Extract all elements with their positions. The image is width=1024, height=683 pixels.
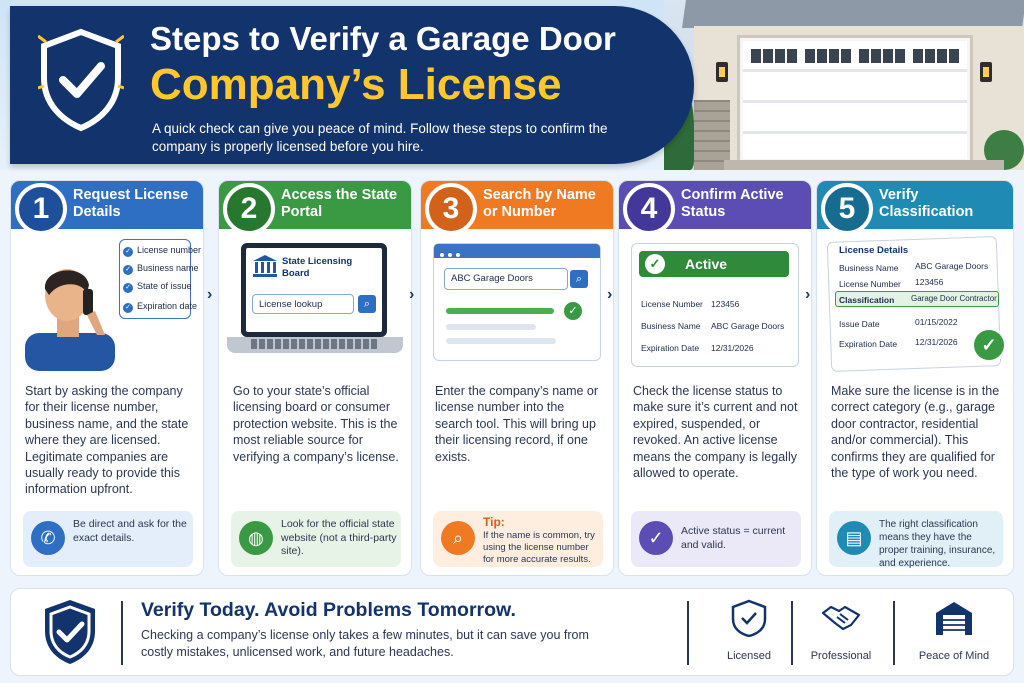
- step-number: 3: [425, 183, 477, 235]
- step-title: Verify Classification: [879, 187, 974, 220]
- detail-value: ABC Garage Doors: [915, 261, 989, 271]
- chevron-right-icon: ›: [207, 286, 213, 303]
- check-icon: ✓: [639, 521, 673, 555]
- step-note: [231, 511, 401, 567]
- chevron-right-icon: ›: [805, 286, 811, 303]
- note-text: Be direct and ask for the exact details.: [73, 518, 187, 544]
- step-note: [23, 511, 193, 567]
- garage-icon: [934, 599, 974, 637]
- step-number: 5: [821, 183, 873, 235]
- detail-label: Business Name: [839, 263, 899, 273]
- document-icon: ▤: [837, 521, 871, 555]
- checklist-item: ✓ Business name: [123, 263, 199, 275]
- browser-window: [433, 243, 601, 361]
- laptop-icon: [241, 243, 387, 337]
- badge-professional: [796, 599, 886, 667]
- step-title: Request License Details: [73, 187, 189, 220]
- step-number: 1: [15, 183, 67, 235]
- step-title: Access the State Portal: [281, 187, 398, 220]
- badge-label: Peace of Mind: [918, 650, 990, 662]
- portal-title: State Licensing Board: [282, 256, 353, 279]
- status-text: Active: [685, 256, 728, 272]
- page-subtitle: A quick check can give you peace of mind. Follow these steps to confirm the company is properly licensed before you hire.: [152, 121, 608, 154]
- magnifier-icon: ⌕: [441, 521, 475, 555]
- house-photo: [664, 0, 1024, 170]
- badge-peace-of-mind: [899, 599, 1009, 667]
- handshake-icon: [821, 599, 861, 637]
- step-4-card: [618, 180, 812, 576]
- step-5-card: [816, 180, 1014, 576]
- step-number: 4: [623, 183, 675, 235]
- detail-label: License Number: [839, 279, 901, 289]
- record-label: Business Name: [641, 321, 701, 331]
- step-description: Make sure the license is in the correct category (e.g., garage door contractor, residential and/or commercial). This confirms they are qualified for the type of work you need.: [831, 384, 1000, 481]
- record-label: License Number: [641, 299, 703, 309]
- step-description: Check the license status to make sure it’s current and not expired, suspended, or revoked. An active license means the company is legally allowed to operate.: [633, 384, 798, 481]
- step-description: Go to your state’s official licensing board or consumer protection website. This is the most reliable source for verifying a company’s license.: [233, 384, 399, 464]
- result-highlight: [446, 308, 554, 314]
- title-banner: [10, 6, 694, 164]
- details-title: License Details: [839, 245, 909, 256]
- detail-value: 01/15/2022: [915, 317, 958, 327]
- tip-label: Tip:: [483, 515, 505, 529]
- page-title: Steps to Verify a Garage Door: [150, 20, 616, 57]
- record-value: ABC Garage Doors: [711, 321, 785, 331]
- step-number: 2: [223, 183, 275, 235]
- detail-value: 12/31/2026: [915, 337, 958, 347]
- step-note: [829, 511, 1003, 567]
- search-icon[interactable]: ⌕: [358, 295, 376, 313]
- detail-label: Classification: [839, 295, 895, 305]
- step-2-illustration: [227, 239, 403, 371]
- badge-label: Licensed: [726, 650, 772, 662]
- record-value: 123456: [711, 299, 740, 309]
- footer-banner: [10, 588, 1014, 676]
- note-text: Active status = current and valid.: [681, 525, 786, 551]
- step-3-illustration: [429, 239, 605, 371]
- note-text: If the name is common, try using the license number for more accurate results.: [483, 530, 595, 565]
- check-badge-icon: ✓: [971, 327, 1007, 363]
- step-1-card: [10, 180, 204, 576]
- footer-title: Verify Today. Avoid Problems Tomorrow.: [141, 599, 516, 621]
- person-on-phone-icon: [25, 255, 115, 371]
- detail-label: Expiration Date: [839, 339, 898, 349]
- step-title: Search by Name or Number: [483, 187, 596, 220]
- step-5-illustration: [825, 239, 1001, 371]
- step-note: [433, 511, 603, 567]
- step-description: Enter the company’s name or license number into the search tool. This will bring up their licensing record, if one exists.: [435, 384, 599, 464]
- step-note: [631, 511, 801, 567]
- footer-text: Checking a company’s license only takes a few minutes, but it can save you from costly mistakes, unlicensed work, and future headaches.: [141, 628, 589, 659]
- step-title: Confirm Active Status: [681, 187, 784, 220]
- check-icon: ✓: [564, 302, 582, 320]
- license-lookup-input[interactable]: License lookup: [252, 294, 354, 314]
- step-2-card: [218, 180, 415, 576]
- badge-licensed: [704, 599, 794, 667]
- record-label: Expiration Date: [641, 343, 700, 353]
- step-description: Start by asking the company for their license number, business name, and the state where they are licensed. Legitimate companies are usually ready to provide this information upfront.: [25, 384, 189, 497]
- shield-check-icon: [38, 28, 124, 132]
- step-4-illustration: [627, 239, 803, 371]
- checklist-item: ✓ License number: [123, 245, 201, 257]
- detail-label: Issue Date: [839, 319, 880, 329]
- garage-door-image: [740, 38, 970, 162]
- checklist-item: ✓ State of issue: [123, 281, 192, 293]
- active-status-badge: [639, 251, 789, 277]
- chevron-right-icon: ›: [607, 286, 613, 303]
- checklist-item: ✓ Expiration date: [123, 301, 197, 313]
- search-input[interactable]: ABC Garage Doors: [444, 268, 568, 290]
- globe-icon: ◍: [239, 521, 273, 555]
- detail-value: Garage Door Contractor: [911, 294, 997, 303]
- shield-check-icon: [729, 599, 769, 637]
- page-title-highlight: Company’s License: [150, 60, 562, 109]
- badge-label: Professional: [810, 650, 872, 662]
- note-text: The right classification means they have the proper training, insurance, and experience.: [879, 519, 996, 569]
- phone-icon: ✆: [31, 521, 65, 555]
- step-1-illustration: [19, 239, 202, 371]
- shield-check-icon: [41, 597, 99, 667]
- step-3-card: [420, 180, 614, 576]
- building-icon: [252, 254, 278, 278]
- record-value: 12/31/2026: [711, 343, 754, 353]
- check-icon: ✓: [645, 254, 665, 274]
- chevron-right-icon: ›: [409, 286, 415, 303]
- detail-value: 123456: [915, 277, 944, 287]
- search-icon[interactable]: ⌕: [570, 270, 588, 288]
- note-text: Look for the official state website (not a third-party site).: [281, 518, 397, 557]
